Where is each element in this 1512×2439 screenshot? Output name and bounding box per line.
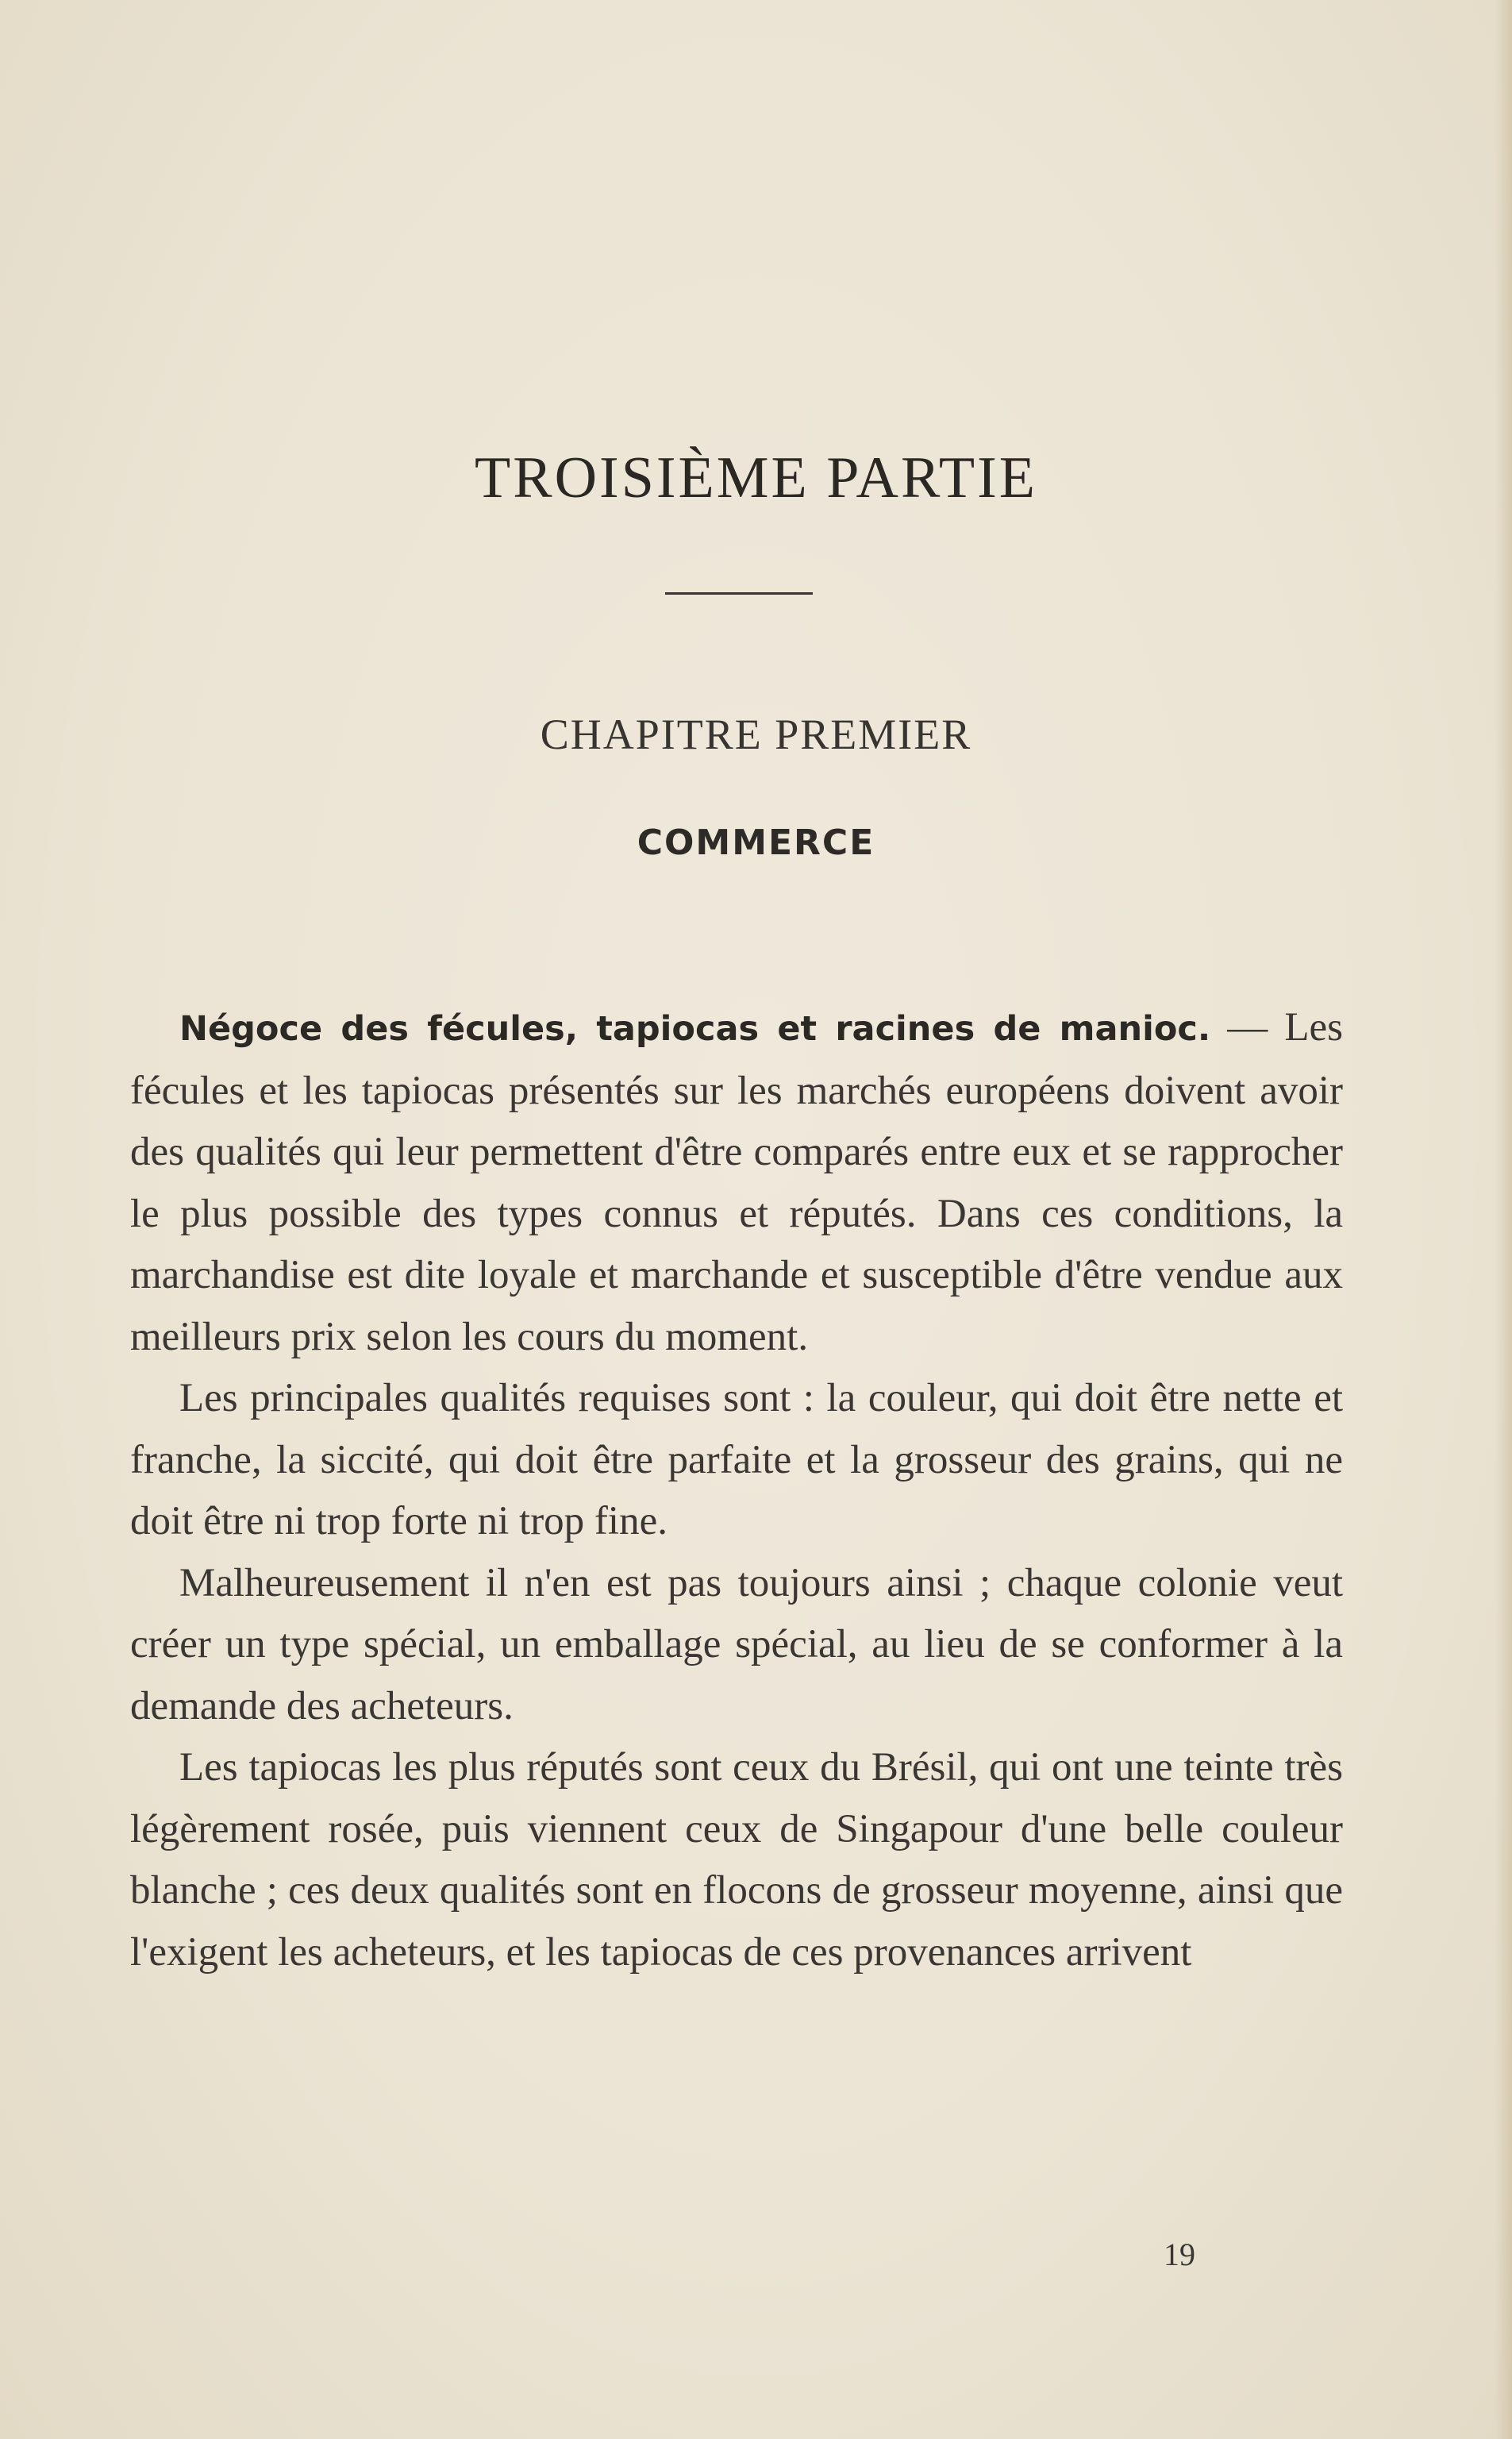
section-title: COMMERCE	[637, 823, 875, 863]
page-edge-shadow	[1495, 0, 1512, 2439]
paragraph-1	[130, 997, 1343, 1368]
paragraph-2: Les principales qualités requises sont : la couleur, qui doit être nette et franche, la siccité, qui doit être parfaite et la grosseur des grains, qui ne doit être ni trop forte ni trop fine.	[130, 1376, 1343, 1543]
paragraph-4: Les tapiocas les plus réputés sont ceux du Brésil, qui ont une teinte très légèrement rosée, puis viennent ceux de Singapour d'une belle couleur blanche ; ces deux qualités sont en flocons de grosseur moyenne, ainsi que l'exigent les acheteurs, et les tapiocas de ces provenances arrivent	[130, 1745, 1343, 1975]
paragraph-3: Malheureusement il n'en est pas toujours ainsi ; chaque colonie veut créer un type spécial, un emballage spécial, au lieu de se conformer à la demande des acheteurs.	[130, 1560, 1343, 1728]
paragraph-lead: Négoce des fécules, tapiocas et racines de manioc.	[179, 1009, 1211, 1049]
paragraph-text: — Les fécules et les tapiocas présentés sur les marchés européens doivent avoir des qualités qui leur permettent d'être comparés entre eux et se rapprocher le plus possible des types connus et réputés. Dans ces conditions, la marchandise est dite loyale et marchande et susceptible d'être vendue aux meilleurs prix selon les cours du moment.	[130, 1005, 1343, 1359]
chapter-title: CHAPITRE PREMIER	[540, 711, 972, 758]
body-text	[130, 997, 1343, 1983]
title-divider	[665, 592, 813, 595]
part-title: TROISIÈME PARTIE	[475, 445, 1037, 511]
page-number: 19	[1164, 2237, 1195, 2272]
